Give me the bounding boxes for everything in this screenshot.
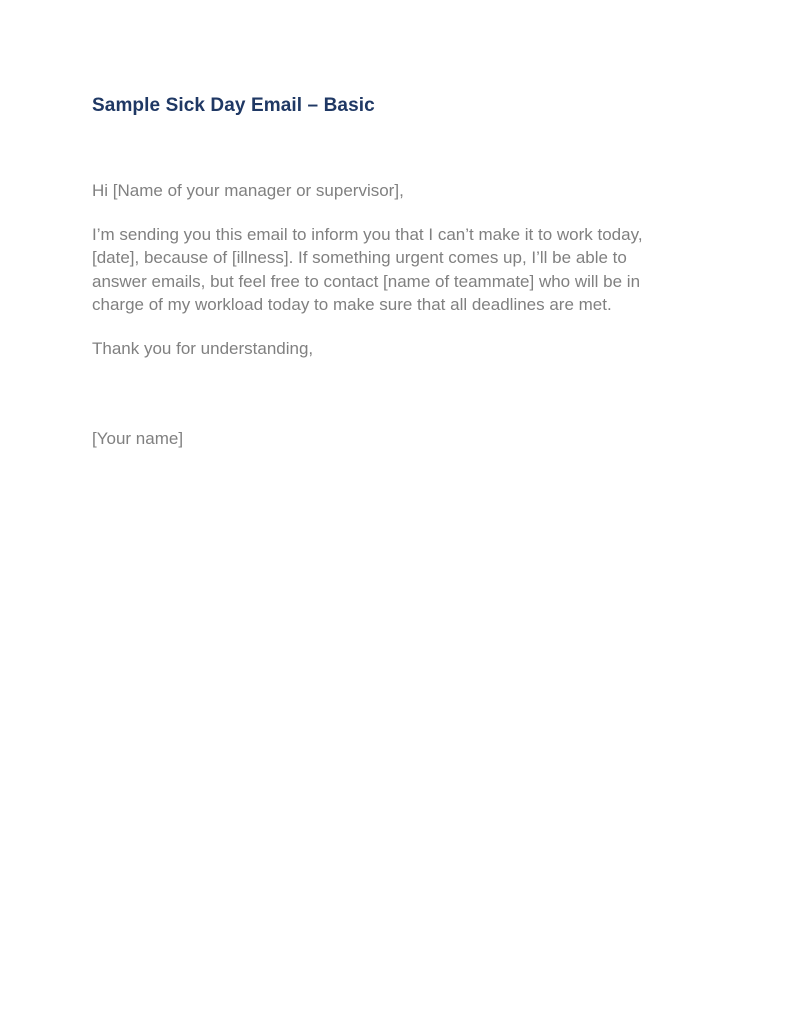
- body-paragraph: I’m sending you this email to inform you that I can’t make it to work today, [date], because of [illness]. If something urgent comes up, I’ll be able to answer emails, but feel free to contact [name of teammate] who will be in charge of my workload today to make sure that all deadlines are met.: [92, 224, 643, 314]
- document-title: Sample Sick Day Email – Basic: [92, 95, 375, 116]
- document-content: [92, 95, 674, 471]
- greeting-paragraph: Hi [Name of your manager or supervisor],: [92, 181, 404, 200]
- closing-paragraph: Thank you for understanding,: [92, 338, 314, 358]
- signature-placeholder: [Your name]: [92, 429, 184, 448]
